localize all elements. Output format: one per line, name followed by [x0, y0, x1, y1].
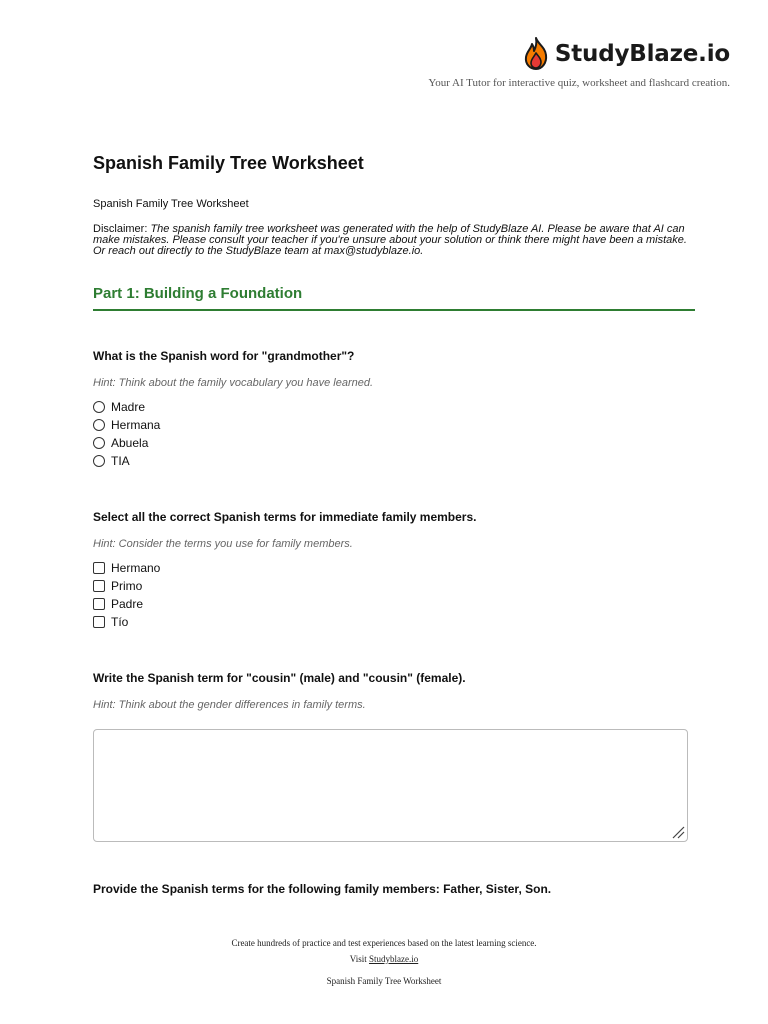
- checkbox-option[interactable]: [93, 577, 695, 595]
- disclaimer-label: Disclaimer:: [93, 223, 151, 235]
- footer-promo: Create hundreds of practice and test experiences based on the latest learning science.: [231, 938, 537, 948]
- question-2-hint: Hint: Consider the terms you use for family members.: [93, 538, 353, 550]
- question-3-text: Write the Spanish term for "cousin" (male) and "cousin" (female).: [93, 671, 466, 685]
- option-label: Hermano: [111, 561, 161, 575]
- radio-button[interactable]: [93, 419, 105, 431]
- option-label: Hermana: [111, 418, 161, 432]
- checkbox-option[interactable]: [93, 559, 695, 577]
- worksheet-subtitle: Spanish Family Tree Worksheet: [93, 198, 249, 210]
- radio-option[interactable]: [93, 434, 695, 452]
- option-label: Primo: [111, 579, 143, 593]
- footer-title: Spanish Family Tree Worksheet: [326, 976, 442, 986]
- question-3-hint: Hint: Think about the gender differences in family terms.: [93, 699, 366, 711]
- radio-option[interactable]: [93, 416, 695, 434]
- checkbox[interactable]: [93, 562, 105, 574]
- resize-handle-icon[interactable]: [671, 825, 685, 839]
- checkbox[interactable]: [93, 580, 105, 592]
- checkbox-option[interactable]: [93, 595, 695, 613]
- disclaimer-text: The spanish family tree worksheet was generated with the help of StudyBlaze AI. Please be aware that AI can make mistakes. Please consult your teacher if you're unsure about your solution or think there might have been a mistake. Or reach out directly to the StudyBlaze team at max@studyblaze.io.: [93, 223, 687, 257]
- radio-button[interactable]: [93, 437, 105, 449]
- worksheet-content: [93, 150, 695, 896]
- radio-button[interactable]: [93, 455, 105, 467]
- question-1-options: [93, 398, 695, 470]
- question-1-hint: Hint: Think about the family vocabulary you have learned.: [93, 377, 374, 389]
- option-label: Padre: [111, 597, 144, 611]
- radio-option[interactable]: [93, 452, 695, 470]
- brand-header: [521, 36, 730, 72]
- page-title: Spanish Family Tree Worksheet: [93, 153, 364, 173]
- option-label: TIA: [111, 454, 130, 468]
- brand-name: StudyBlaze.io: [554, 41, 730, 67]
- option-label: Madre: [111, 400, 146, 414]
- checkbox[interactable]: [93, 616, 105, 628]
- option-label: Abuela: [111, 436, 149, 450]
- disclaimer: [93, 224, 695, 257]
- flame-icon: [521, 36, 551, 72]
- checkbox-option[interactable]: [93, 613, 695, 631]
- radio-option[interactable]: [93, 398, 695, 416]
- question-4-text: Provide the Spanish terms for the following family members: Father, Sister, Son.: [93, 882, 552, 896]
- option-label: Tío: [111, 615, 129, 629]
- answer-textarea[interactable]: [93, 729, 688, 842]
- part-1-header: Part 1: Building a Foundation: [93, 284, 695, 311]
- footer-link[interactable]: Studyblaze.io: [368, 954, 419, 964]
- checkbox[interactable]: [93, 598, 105, 610]
- brand-tagline: Your AI Tutor for interactive quiz, worksheet and flashcard creation.: [428, 77, 730, 89]
- question-1-text: What is the Spanish word for "grandmother"?: [93, 349, 355, 363]
- footer-visit: [0, 954, 768, 964]
- radio-button[interactable]: [93, 401, 105, 413]
- question-2-text: Select all the correct Spanish terms for immediate family members.: [93, 510, 477, 524]
- question-2-options: [93, 559, 695, 631]
- footer-visit-label: Visit: [349, 954, 369, 964]
